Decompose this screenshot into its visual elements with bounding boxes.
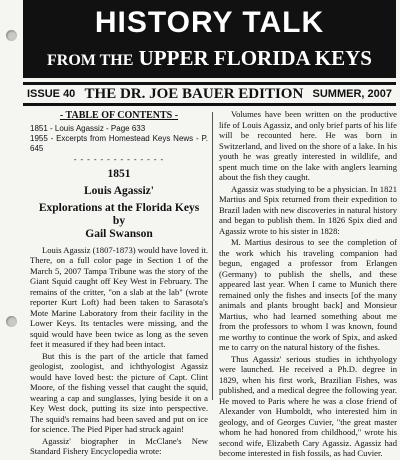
column-divider: [212, 112, 213, 400]
left-column: [30, 109, 208, 458]
issue-number: ISSUE 40: [27, 88, 76, 100]
toc-title: - TABLE OF CONTENTS -: [59, 110, 179, 121]
toc-entry: 1851 - Louis Agassiz - Page 633: [30, 123, 146, 133]
masthead-title: HISTORY TALK: [94, 6, 325, 39]
masthead-subtitle-place: UPPER FLORIDA KEYS: [138, 46, 372, 70]
issue-bar: [23, 82, 396, 106]
issue-date: SUMMER, 2007: [312, 88, 392, 100]
toc-entry: 1955 - Excerpts from Homestead Keys News - P. 645: [30, 133, 208, 153]
right-column: [219, 109, 397, 460]
punch-hole-icon: [6, 316, 17, 327]
article-paragraph: Thus Agassiz' serious studies in ichthyology were launched. He received a Ph.D. degree in 1829, when his first work, Brazilian Fishes, was published, and a medical degree the following year. He moved to Paris where he was a close friend of Alexander von Humboldt, who interested him in geology, and of Georges Cuvier, "the great master whom he had honored from childhood," wrote his second wife, Elizabeth Cary Agassiz. Agassiz had become interested in fish fossils, as had Cuvier.: [219, 353, 397, 458]
article-headline: Louis Agassiz': [84, 184, 154, 197]
masthead: [23, 0, 396, 78]
article-headline: Explorations at the Florida Keys: [38, 201, 200, 214]
toc-separator: - - - - - - - - - - - - - -: [73, 154, 165, 164]
issue-edition: THE DR. JOE BAUER EDITION: [84, 85, 304, 102]
masthead-subtitle: [23, 45, 396, 74]
article-paragraph: Volumes have been written on the productive life of Louis Agassiz, and only brief parts of his life will be recounted here. He was born in Switzerland, and lived on the shore of a lake. In his youth he was greatly interested in wildlife, and spent much time on the lake with anglers learning about the fish they caught.: [219, 109, 397, 182]
article-paragraph: But this is the part of the article that famed geologist, zoologist, and ichthyologist Agassiz would have loved best: the picture of Capt. Clint Moore, of the fishing vessel that caught the squid, wearing a cap and sunglasses, lying beside it on a Key West dock, putting its size into perspective. The squid's remains had been saved and put on ice for science. The Pied Piper had struck again!: [30, 350, 208, 434]
punch-hole-icon: [6, 30, 17, 41]
article-by: by: [112, 214, 126, 227]
article-year: 1851: [107, 167, 131, 180]
masthead-subtitle-from: FROM THE: [47, 52, 134, 69]
article-paragraph: Louis Agassiz (1807-1873) would have loved it. There, on a full color page in Section 1 of the March 5, 2007 Tampa Tribune was the story of the Giant Squid caught off Key West in February. The remains of the critter, "on a slab at the lab" (wrote reporter Kurt Loft) had been taken to Sarasota's Mote Marine Laboratory from their facility in the Lower Keys. Its tentacles were missing, and the squid would have been twice as long as the seven feet it measured if they had been intact.: [30, 244, 208, 349]
article-paragraph: Agassiz was studying to be a physician. In 1821 Martius and Spix returned from their expedition to Brazil laden with new discoveries in natural history and began to publish them. In 1826 Spix died and Agassiz wrote to his sister in 1828:: [219, 183, 397, 236]
article-paragraph: Agassiz' biographer in McClane's New Standard Fishery Encyclopedia wrote:: [30, 435, 208, 456]
article-author: Gail Swanson: [85, 227, 153, 240]
article-paragraph: M. Martius desirous to see the completion of the work which his traveling companion had begun, engaged a professor from Erlangen (Germany) to publish the shells, and these appeared last year. When I came to Munich there remained only the fishes and insects [of the many animals and plants brought back] and Monsieur Martius, who had learned something about me from the professors to whom I was known, found me worthy to continue the work of Spix, and asked me to carry on the natural history of the fishes.: [219, 237, 397, 352]
